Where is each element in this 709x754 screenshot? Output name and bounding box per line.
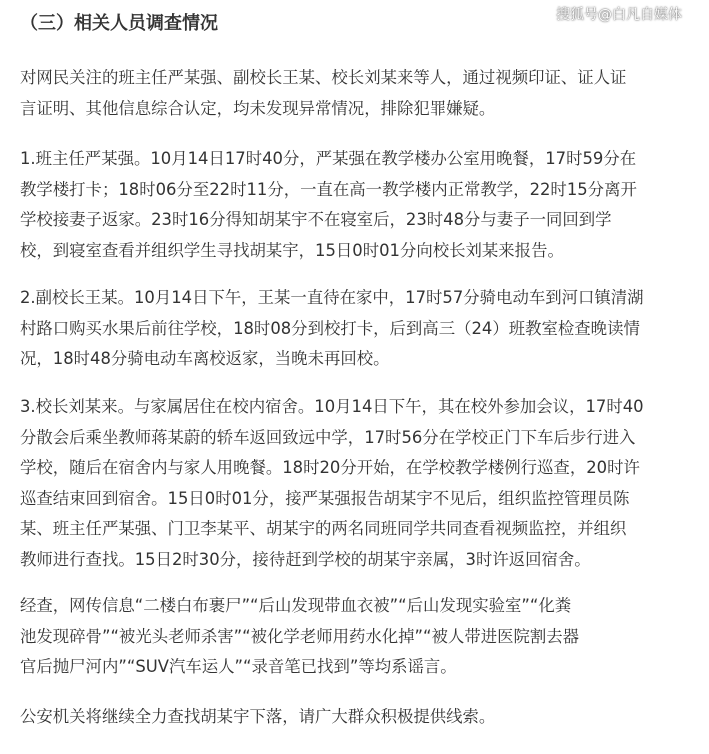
paragraph-line: 2.副校长王某。10月14日下午，王某一直待在家中，17时57分骑电动车到河口镇清湖 — [20, 288, 644, 307]
section-title: （三）相关人员调查情况 — [20, 13, 218, 34]
paragraph-line: 对网民关注的班主任严某强、副校长王某、校长刘某来等人，通过视频印证、证人证 — [20, 68, 627, 87]
paragraph-line: 学校接妻子返家。23时16分得知胡某宇不在寝室后，23时48分与妻子一同回到学 — [20, 210, 612, 229]
paragraph-line: 官后抛尸河内”“SUV汽车运人”“录音笔已找到”等均系谣言。 — [20, 657, 457, 676]
paragraph-summary — [20, 63, 692, 124]
paragraph-appeal — [20, 702, 692, 733]
paragraph-line: 公安机关将继续全力查找胡某宇下落，请广大群众积极提供线索。 — [20, 707, 496, 726]
paragraph-line: 教师进行查找。15日2时30分，接待赶到学校的胡某宇亲属，3时许返回宿舍。 — [20, 549, 591, 569]
paragraph-vice-principal — [20, 283, 692, 375]
paragraph-line: 池发现碎骨”“被光头老师杀害”“被化学老师用药水化掉”“被人带进医院割去器 — [20, 626, 580, 646]
watermark: 搜狐号@白凡自媒体 — [556, 7, 682, 23]
paragraph-line: 1.班主任严某强。10月14日17时40分，严某强在教学楼办公室用晚餐，17时59分在 — [20, 149, 637, 168]
paragraph-principal — [20, 392, 692, 575]
paragraph-rumors — [20, 591, 692, 683]
paragraph-line: 教学楼打卡；18时06分至22时11分，一直在高一教学楼内正常教学，22时15分离开 — [20, 179, 637, 199]
paragraph-line: 分散会后乘坐教师蒋某蔚的轿车返回致远中学，17时56分在学校正门下车后步行进入 — [20, 427, 636, 447]
paragraph-line: 村路口购买水果后前往学校，18时08分到校打卡，后到高三（24）班教室检查晚读情 — [20, 318, 640, 338]
paragraph-line: 况，18时48分骑电动车离校返家，当晚未再回校。 — [20, 349, 390, 368]
paragraph-line: 学校，随后在宿舍内与家人用晚餐。18时20分开始，在学校教学楼例行巡查，20时许 — [20, 458, 640, 477]
paragraph-line: 言证明、其他信息综合认定，均未发现异常情况，排除犯罪嫌疑。 — [20, 98, 496, 118]
paragraph-head-teacher — [20, 144, 692, 266]
paragraph-line: 校，到寝室查看并组织学生寻找胡某宇，15日0时01分向校长刘某来报告。 — [20, 240, 564, 260]
paragraph-line: 巡查结束回到宿舍。15日0时01分，接严某强报告胡某宇不见后，组织监控管理员陈 — [20, 488, 630, 508]
paragraph-line: 经查，网传信息“二楼白布裹尸”“后山发现带血衣被”“后山发现实验室”“化粪 — [20, 596, 572, 615]
paragraph-line: 某、班主任严某强、门卫李某平、胡某宇的两名同班同学共同查看视频监控，并组织 — [20, 519, 627, 538]
paragraph-line: 3.校长刘某来。与家属居住在校内宿舍。10月14日下午，其在校外参加会议，17时40 — [20, 397, 644, 416]
